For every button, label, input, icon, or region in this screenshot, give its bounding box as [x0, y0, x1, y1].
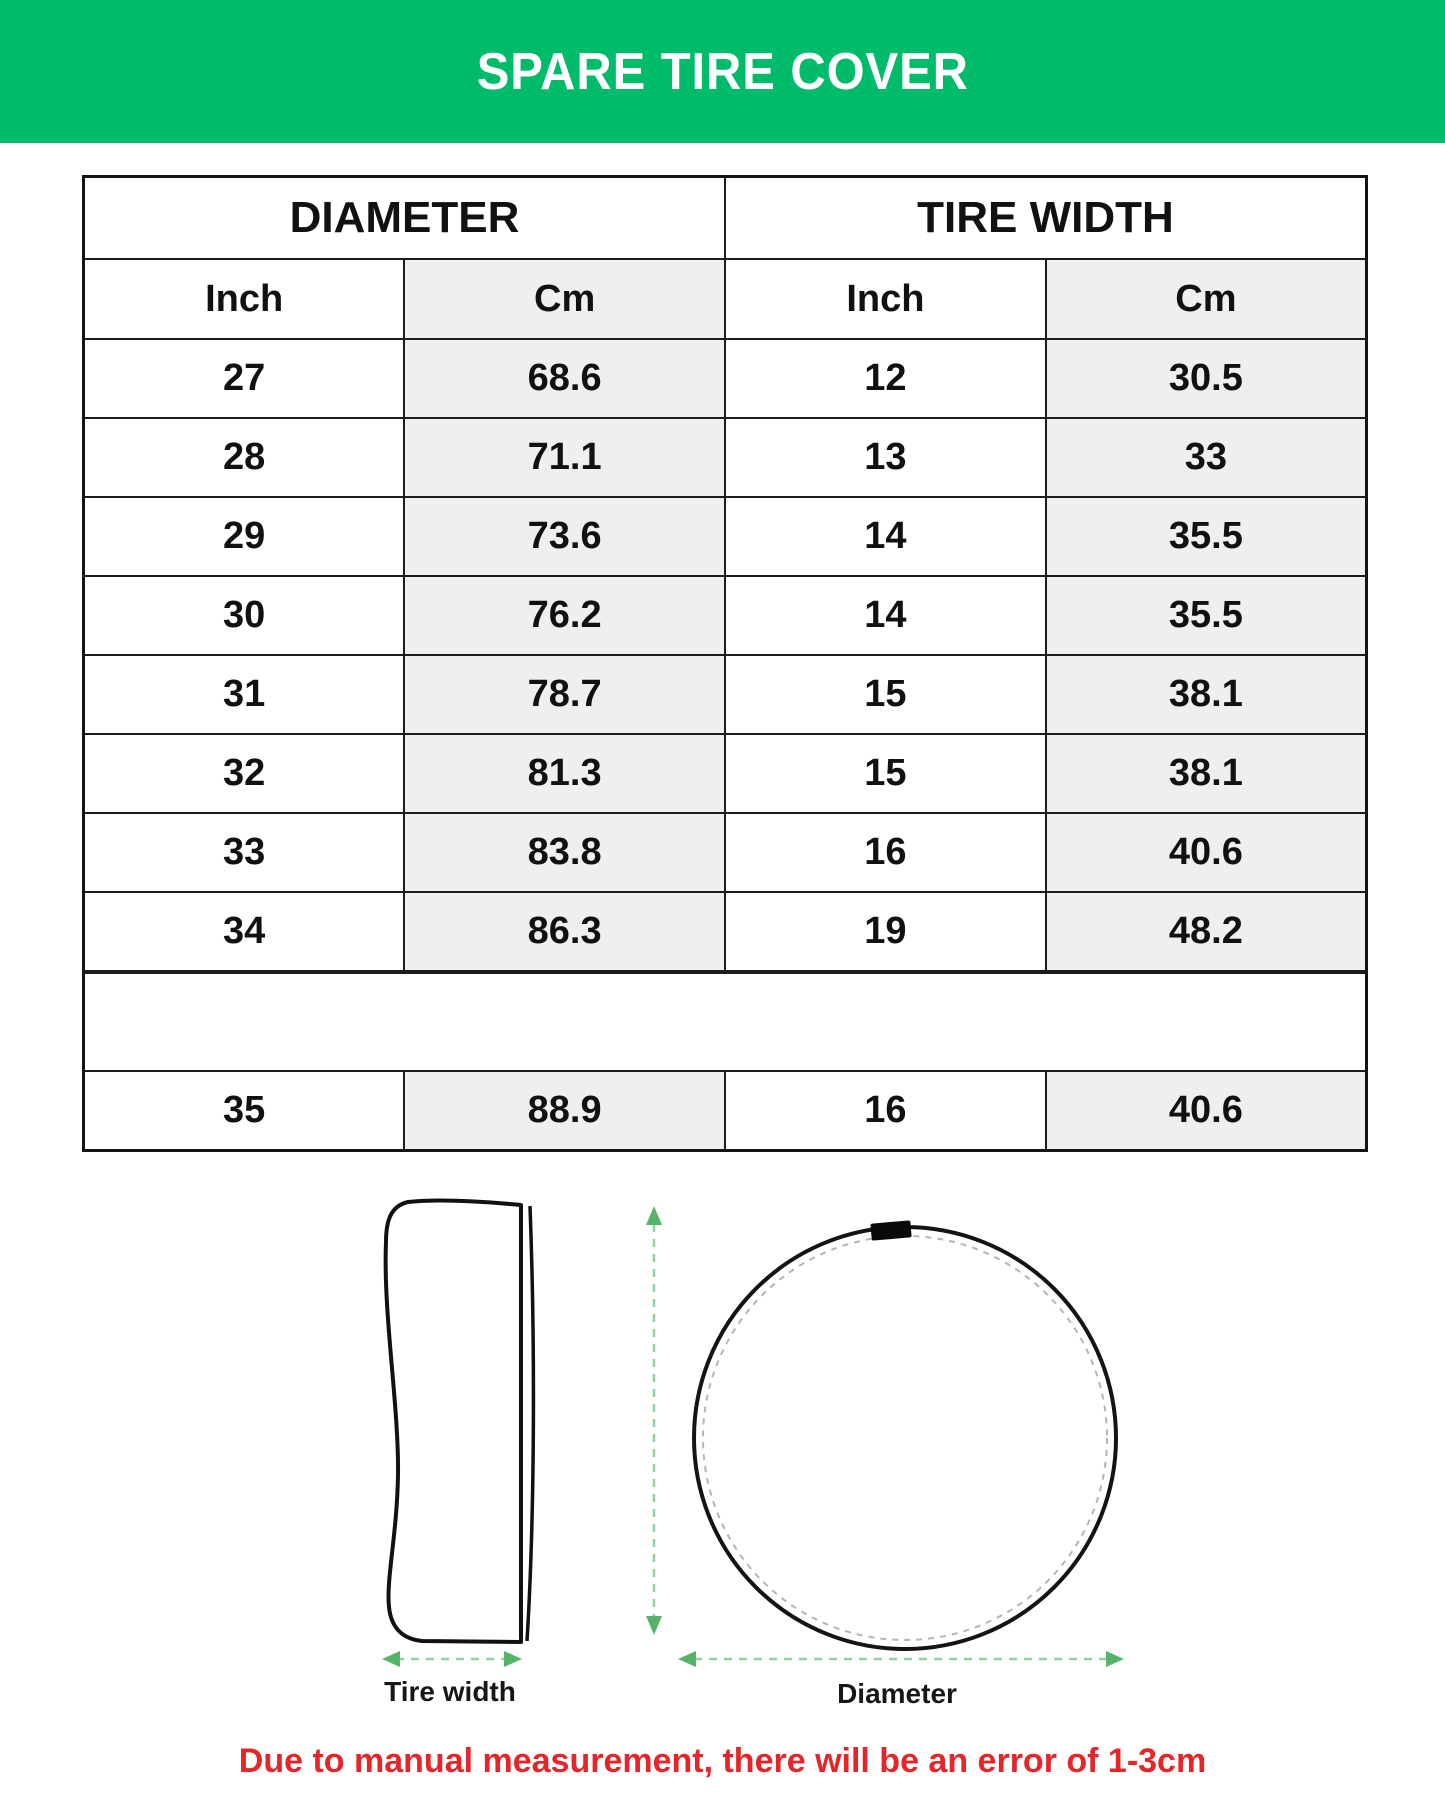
vertical-measure-arrow-icon — [646, 1206, 662, 1635]
cell-width-cm: 35.5 — [1046, 576, 1367, 655]
cell-width-cm: 35.5 — [1046, 497, 1367, 576]
subheader-diameter-cm: Cm — [404, 259, 725, 339]
cell-width-cm: 48.2 — [1046, 892, 1367, 972]
cell-diameter-inch: 32 — [84, 734, 405, 813]
table-empty-spacer-row — [84, 972, 1367, 1071]
tire-side-view — [386, 1201, 534, 1642]
subheader-width-inch: Inch — [725, 259, 1046, 339]
cell-width-inch: 15 — [725, 734, 1046, 813]
cell-width-inch: 19 — [725, 892, 1046, 972]
column-group-diameter: DIAMETER — [84, 177, 726, 260]
table-row — [84, 892, 1367, 972]
subheader-diameter-inch: Inch — [84, 259, 405, 339]
cell-width-cm: 40.6 — [1046, 813, 1367, 892]
cell-width-inch: 16 — [725, 813, 1046, 892]
cell-diameter-cm: 71.1 — [404, 418, 725, 497]
table-row — [84, 576, 1367, 655]
table-row — [84, 497, 1367, 576]
table-row — [84, 655, 1367, 734]
cell-diameter-cm: 88.9 — [404, 1071, 725, 1151]
cell-diameter-inch: 34 — [84, 892, 405, 972]
cell-diameter-inch: 29 — [84, 497, 405, 576]
cell-width-inch: 16 — [725, 1071, 1046, 1151]
cell-diameter-inch: 28 — [84, 418, 405, 497]
cell-diameter-inch: 31 — [84, 655, 405, 734]
cell-width-inch: 14 — [725, 497, 1046, 576]
cell-width-cm: 38.1 — [1046, 655, 1367, 734]
tire-front-view — [694, 1220, 1116, 1649]
tire-width-arrow-icon — [382, 1651, 522, 1667]
cell-width-inch: 13 — [725, 418, 1046, 497]
tire-width-label: Tire width — [384, 1676, 516, 1707]
table-group-header-row — [84, 177, 1367, 260]
diameter-label: Diameter — [837, 1678, 957, 1709]
header-banner — [0, 0, 1445, 143]
cell-width-cm: 30.5 — [1046, 339, 1367, 418]
tire-measurement-diagram — [0, 1180, 1445, 1800]
cell-width-cm: 33 — [1046, 418, 1367, 497]
valve-mark — [870, 1220, 911, 1240]
table-row — [84, 734, 1367, 813]
cell-diameter-inch: 33 — [84, 813, 405, 892]
cell-diameter-cm: 68.6 — [404, 339, 725, 418]
cell-diameter-cm: 73.6 — [404, 497, 725, 576]
diameter-arrow-icon — [678, 1651, 1124, 1667]
cell-diameter-inch: 35 — [84, 1071, 405, 1151]
cell-diameter-cm: 81.3 — [404, 734, 725, 813]
cell-diameter-cm: 76.2 — [404, 576, 725, 655]
page-title: SPARE TIRE COVER — [476, 42, 969, 101]
table-subheader-row — [84, 259, 1367, 339]
cell-width-inch: 14 — [725, 576, 1046, 655]
cell-diameter-cm: 78.7 — [404, 655, 725, 734]
cell-diameter-inch: 30 — [84, 576, 405, 655]
cell-width-inch: 12 — [725, 339, 1046, 418]
cell-width-cm: 40.6 — [1046, 1071, 1367, 1151]
cell-diameter-cm: 86.3 — [404, 892, 725, 972]
disclaimer-text: Due to manual measurement, there will be an error of 1-3cm — [238, 1742, 1207, 1780]
cell-diameter-inch: 27 — [84, 339, 405, 418]
column-group-tire-width: TIRE WIDTH — [725, 177, 1367, 260]
table-row — [84, 339, 1367, 418]
table-row — [84, 418, 1367, 497]
table-row — [84, 813, 1367, 892]
cell-diameter-cm: 83.8 — [404, 813, 725, 892]
empty-cell — [84, 972, 1367, 1071]
size-chart-table — [82, 175, 1368, 1152]
cell-width-inch: 15 — [725, 655, 1046, 734]
subheader-width-cm: Cm — [1046, 259, 1367, 339]
table-row — [84, 1071, 1367, 1151]
cell-width-cm: 38.1 — [1046, 734, 1367, 813]
